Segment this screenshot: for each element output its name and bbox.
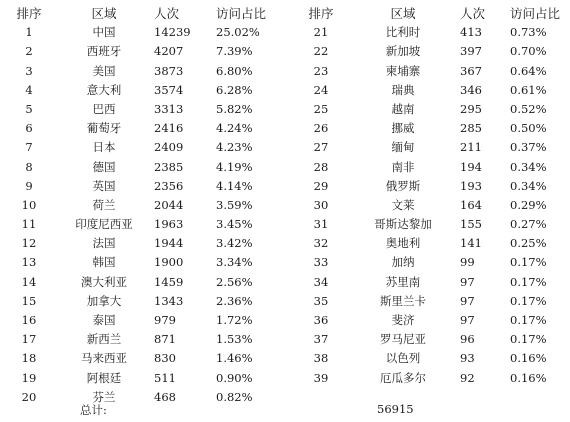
table-left [0,4,286,407]
table-row [290,330,570,349]
table-row [290,100,570,119]
region-cell: 德国 [92,159,116,174]
share-cell: 3.45% [216,217,253,232]
share-cell: 0.17% [510,332,547,347]
rank-cell: 1 [25,25,33,40]
region-cell: 荷兰 [92,197,116,212]
table-row [0,23,286,42]
count-cell: 295 [460,101,482,116]
table-row [290,253,570,272]
header-region: 区域 [390,6,416,21]
rank-cell: 33 [313,255,329,270]
rank-cell: 30 [313,197,329,212]
region-cell: 以色列 [385,351,421,366]
header-row [0,4,286,23]
rank-cell: 24 [313,82,329,97]
region-cell: 阿根廷 [86,370,122,385]
table-row [0,100,286,119]
count-cell: 96 [460,332,475,347]
count-cell: 1944 [154,236,184,251]
count-cell: 155 [460,217,482,232]
table-row [0,369,286,388]
rank-cell: 6 [25,121,33,136]
region-cell: 加拿大 [86,293,122,308]
table-row [290,273,570,292]
region-cell: 南非 [391,159,415,174]
count-cell: 2409 [154,140,184,155]
rank-cell: 27 [313,140,329,155]
share-cell: 0.64% [510,63,547,78]
rank-cell: 34 [313,274,329,289]
share-cell: 0.73% [510,25,547,40]
rank-cell: 35 [313,293,329,308]
region-cell: 俄罗斯 [385,178,421,193]
count-cell: 2044 [154,197,184,212]
share-cell: 0.16% [510,370,547,385]
table-row [0,388,286,407]
table-row [290,196,570,215]
share-cell: 4.24% [216,121,253,136]
region-cell: 比利时 [385,25,421,40]
total-label: 总计: [80,403,107,417]
header-rank: 排序 [16,6,42,21]
count-cell: 413 [460,25,482,40]
rank-cell: 11 [21,217,37,232]
count-cell: 346 [460,82,482,97]
table-row [0,138,286,157]
table-row [290,349,570,368]
count-cell: 2385 [154,159,184,174]
rank-cell: 39 [313,370,329,385]
rank-cell: 8 [25,159,33,174]
count-cell: 1459 [154,274,184,289]
share-cell: 1.72% [216,313,253,327]
share-cell: 1.46% [216,351,253,366]
rank-cell: 28 [313,159,329,174]
share-cell: 3.34% [216,255,253,270]
share-cell: 5.82% [216,101,253,116]
share-cell: 3.59% [216,197,253,212]
share-cell: 0.50% [510,121,547,136]
rank-cell: 32 [313,236,329,251]
rank-cell: 4 [25,82,33,97]
table-row [0,330,286,349]
region-cell: 加纳 [391,255,415,270]
rank-cell: 7 [25,140,33,155]
share-cell: 0.29% [510,197,547,212]
region-cell: 厄瓜多尔 [380,370,426,385]
table-row [0,196,286,215]
rank-cell: 16 [21,313,37,327]
table-row [290,177,570,196]
table-row [0,253,286,272]
region-cell: 文莱 [391,197,415,212]
rank-cell: 13 [21,255,37,270]
region-cell: 巴西 [92,101,116,116]
count-cell: 871 [154,332,176,347]
count-cell: 194 [460,159,482,174]
rank-cell: 5 [25,101,33,116]
table-row [290,138,570,157]
count-cell: 14239 [154,25,191,40]
count-cell: 99 [460,255,475,270]
share-cell: 0.16% [510,351,547,366]
table-row [0,158,286,177]
region-cell: 奥地利 [385,236,421,251]
region-cell: 斯里兰卡 [380,293,426,308]
share-cell: 0.34% [510,159,547,174]
header-rank: 排序 [308,6,334,21]
region-cell: 新西兰 [86,332,122,347]
rank-cell: 12 [21,236,37,251]
share-cell: 4.19% [216,159,253,174]
region-cell: 泰国 [92,313,116,327]
count-cell: 2356 [154,178,184,193]
share-cell: 0.61% [510,82,547,97]
share-cell: 0.17% [510,255,547,270]
count-cell: 1900 [154,255,184,270]
table-row [0,311,286,330]
count-cell: 285 [460,121,482,136]
region-cell: 苏里南 [385,274,421,289]
share-cell: 0.17% [510,293,547,308]
region-cell: 芬兰 [92,389,116,404]
count-cell: 193 [460,178,482,193]
region-cell: 韩国 [92,255,116,270]
header-share: 访问占比 [216,6,267,21]
share-cell: 0.17% [510,313,547,327]
share-cell: 6.28% [216,82,253,97]
share-cell: 0.37% [510,140,547,155]
header-region: 区域 [91,6,117,21]
rank-cell: 14 [21,274,37,289]
count-cell: 164 [460,197,482,212]
count-cell: 92 [460,370,475,385]
header-count: 人次 [460,6,486,21]
count-cell: 468 [154,389,176,404]
rank-cell: 36 [313,313,329,327]
share-cell: 4.23% [216,140,253,155]
region-cell: 英国 [92,178,116,193]
share-cell: 1.53% [216,332,253,347]
region-cell: 西班牙 [86,44,122,59]
table-row [290,23,570,42]
count-cell: 97 [460,313,475,327]
region-cell: 马来西亚 [81,351,127,366]
share-cell: 25.02% [216,25,260,40]
count-cell: 3574 [154,82,184,97]
table-row [0,177,286,196]
total-value: 56915 [377,402,414,416]
region-cell: 法国 [92,236,116,251]
share-cell: 0.82% [216,389,253,404]
region-cell: 罗马尼亚 [380,332,426,347]
table-row [0,273,286,292]
count-cell: 979 [154,313,176,327]
region-cell: 缅甸 [391,140,415,155]
table-row [290,234,570,253]
table-row [0,81,286,100]
table-row [290,292,570,311]
count-cell: 97 [460,293,475,308]
table-row [290,369,570,388]
table-row [0,292,286,311]
rank-cell: 9 [25,178,33,193]
rank-cell: 25 [313,101,329,116]
table-row [290,62,570,81]
table-row [0,215,286,234]
table-row [290,215,570,234]
table-row [290,158,570,177]
share-cell: 3.42% [216,236,253,251]
rank-cell: 38 [313,351,329,366]
region-cell: 哥斯达黎加 [374,217,432,232]
count-cell: 3313 [154,101,184,116]
share-cell: 0.70% [510,44,547,59]
share-cell: 2.56% [216,274,253,289]
rank-cell: 23 [313,63,329,78]
table-left-body [0,23,286,407]
rank-cell: 20 [21,389,37,404]
table-row [0,42,286,61]
region-cell: 新加坡 [385,44,421,59]
share-cell: 2.36% [216,293,253,308]
region-cell: 挪威 [391,121,415,136]
rank-cell: 10 [21,197,37,212]
count-cell: 141 [460,236,482,251]
share-cell: 6.80% [216,63,253,78]
rank-cell: 31 [313,217,329,232]
rank-cell: 37 [313,332,329,347]
rank-cell: 21 [313,25,329,40]
count-cell: 1963 [154,217,184,232]
rank-cell: 15 [21,293,37,308]
region-cell: 越南 [391,101,415,116]
share-cell: 0.34% [510,178,547,193]
count-cell: 397 [460,44,482,59]
table-row [290,119,570,138]
table-row [0,119,286,138]
region-cell: 柬埔寨 [385,63,421,78]
table-row [290,81,570,100]
table-row [0,234,286,253]
count-cell: 511 [154,370,176,385]
region-cell: 印度尼西亚 [75,217,133,232]
share-cell: 0.52% [510,101,547,116]
table-row [290,311,570,330]
count-cell: 4207 [154,44,184,59]
count-cell: 97 [460,274,475,289]
share-cell: 4.14% [216,178,253,193]
region-cell: 澳大利亚 [81,274,127,289]
region-cell: 美国 [92,63,116,78]
table-row [0,62,286,81]
header-share: 访问占比 [510,6,561,21]
rank-cell: 22 [313,44,329,59]
rank-cell: 3 [25,63,33,78]
region-cell: 意大利 [86,82,122,97]
count-cell: 93 [460,351,475,366]
count-cell: 3873 [154,63,184,78]
table-row [290,42,570,61]
table-right [290,4,570,388]
share-cell: 0.17% [510,274,547,289]
rank-cell: 2 [25,44,33,59]
count-cell: 367 [460,63,482,78]
header-count: 人次 [154,6,180,21]
share-cell: 0.25% [510,236,547,251]
rank-cell: 19 [21,370,37,385]
rank-cell: 18 [21,351,37,366]
share-cell: 0.27% [510,217,547,232]
region-cell: 葡萄牙 [86,121,122,136]
share-cell: 0.90% [216,370,253,385]
rank-cell: 17 [21,332,37,347]
region-cell: 斐济 [391,313,415,327]
table-right-body [290,23,570,388]
count-cell: 1343 [154,293,184,308]
header-row [290,4,570,23]
count-cell: 2416 [154,121,184,136]
count-cell: 211 [460,140,482,155]
share-cell: 7.39% [216,44,253,59]
region-cell: 日本 [92,140,116,155]
region-cell: 瑞典 [391,82,415,97]
rank-cell: 26 [313,121,329,136]
rank-cell: 29 [313,178,329,193]
region-cell: 中国 [92,25,116,40]
table-row [0,349,286,368]
count-cell: 830 [154,351,176,366]
